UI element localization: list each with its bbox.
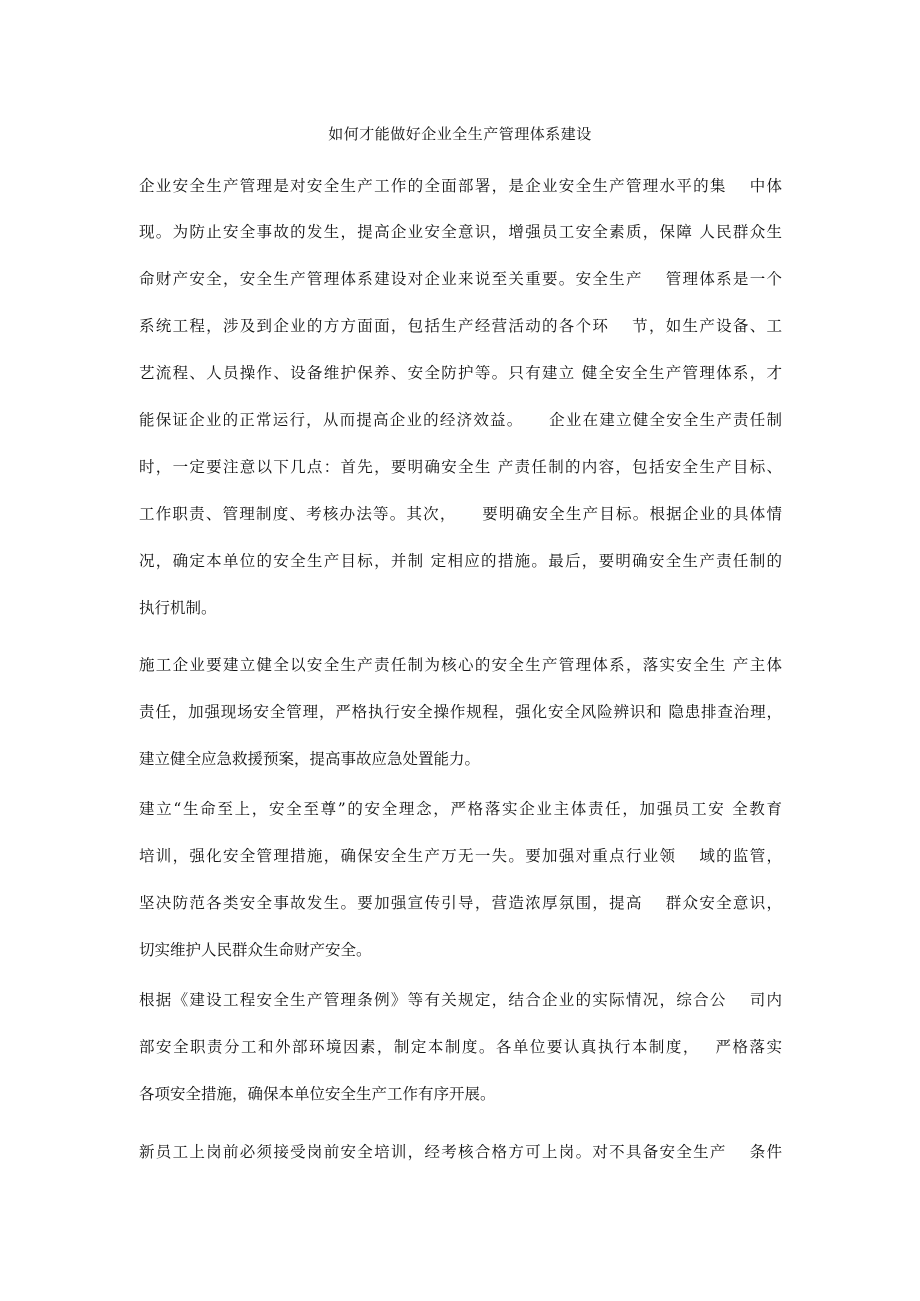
paragraph-line: 况，确定本单位的安全生产目标，并制 定相应的措施。最后，要明确安全生产责任制的 bbox=[139, 552, 782, 570]
paragraph-line: 责任，加强现场安全管理，严格执行安全操作规程，强化安全风险辨识和 隐患排查治理， bbox=[139, 703, 782, 721]
paragraph-line: 部安全职责分工和外部环境因素，制定本制度。各单位要认真执行本制度， 严格落实 bbox=[139, 1038, 782, 1056]
paragraph-line: 现。为防止安全事故的发生，提高企业安全意识，增强员工安全素质，保障 人民群众生 bbox=[139, 223, 782, 241]
paragraph-line: 建立“生命至上，安全至尊”的安全理念，严格落实企业主体责任，加强员工安 全教育 bbox=[139, 800, 782, 818]
paragraph-line: 艺流程、人员操作、设备维护保养、安全防护等。只有建立 健全安全生产管理体系，才 bbox=[139, 364, 782, 382]
paragraph-line: 系统工程，涉及到企业的方方面面，包括生产经营活动的各个环 节，如生产设备、工 bbox=[139, 317, 782, 335]
paragraph-line: 执行机制。 bbox=[139, 599, 217, 617]
paragraph-line: 新员工上岗前必须接受岗前安全培训，经考核合格方可上岗。对不具备安全生产 条件 bbox=[139, 1143, 782, 1161]
paragraph-line: 坚决防范各类安全事故发生。要加强宣传引导，营造浓厚氛围，提高 群众安全意识， bbox=[139, 894, 782, 912]
paragraph-line: 命财产安全，安全生产管理体系建设对企业来说至关重要。安全生产 管理体系是一个 bbox=[139, 270, 782, 288]
paragraph-line: 各项安全措施，确保本单位安全生产工作有序开展。 bbox=[139, 1085, 496, 1103]
paragraph-line: 建立健全应急救援预案，提高事故应急处置能力。 bbox=[139, 750, 481, 768]
paragraph-line: 施工企业要建立健全以安全生产责任制为核心的安全生产管理体系，落实安全生 产主体 bbox=[139, 656, 782, 674]
paragraph-line: 工作职责、管理制度、考核办法等。其次， 要明确安全生产目标。根据企业的具体情 bbox=[139, 505, 782, 523]
paragraph-line: 根据《建设工程安全生产管理条例》等有关规定，结合企业的实际情况，综合公 司内 bbox=[139, 991, 782, 1009]
paragraph-line: 培训，强化安全管理措施，确保安全生产万无一失。要加强对重点行业领 域的监管， bbox=[139, 847, 782, 865]
paragraph-line: 时，一定要注意以下几点：首先，要明确安全生 产责任制的内容，包括安全生产目标、 bbox=[139, 458, 782, 476]
paragraph-line: 切实维护人民群众生命财产安全。 bbox=[139, 941, 372, 959]
paragraph-line: 能保证企业的正常运行，从而提高企业的经济效益。 企业在建立健全安全生产责任制 bbox=[139, 411, 782, 429]
document-title: 如何才能做好企业全生产管理体系建设 bbox=[328, 125, 592, 143]
paragraph-line: 企业安全生产管理是对安全生产工作的全面部署，是企业安全生产管理水平的集 中体 bbox=[139, 177, 782, 195]
